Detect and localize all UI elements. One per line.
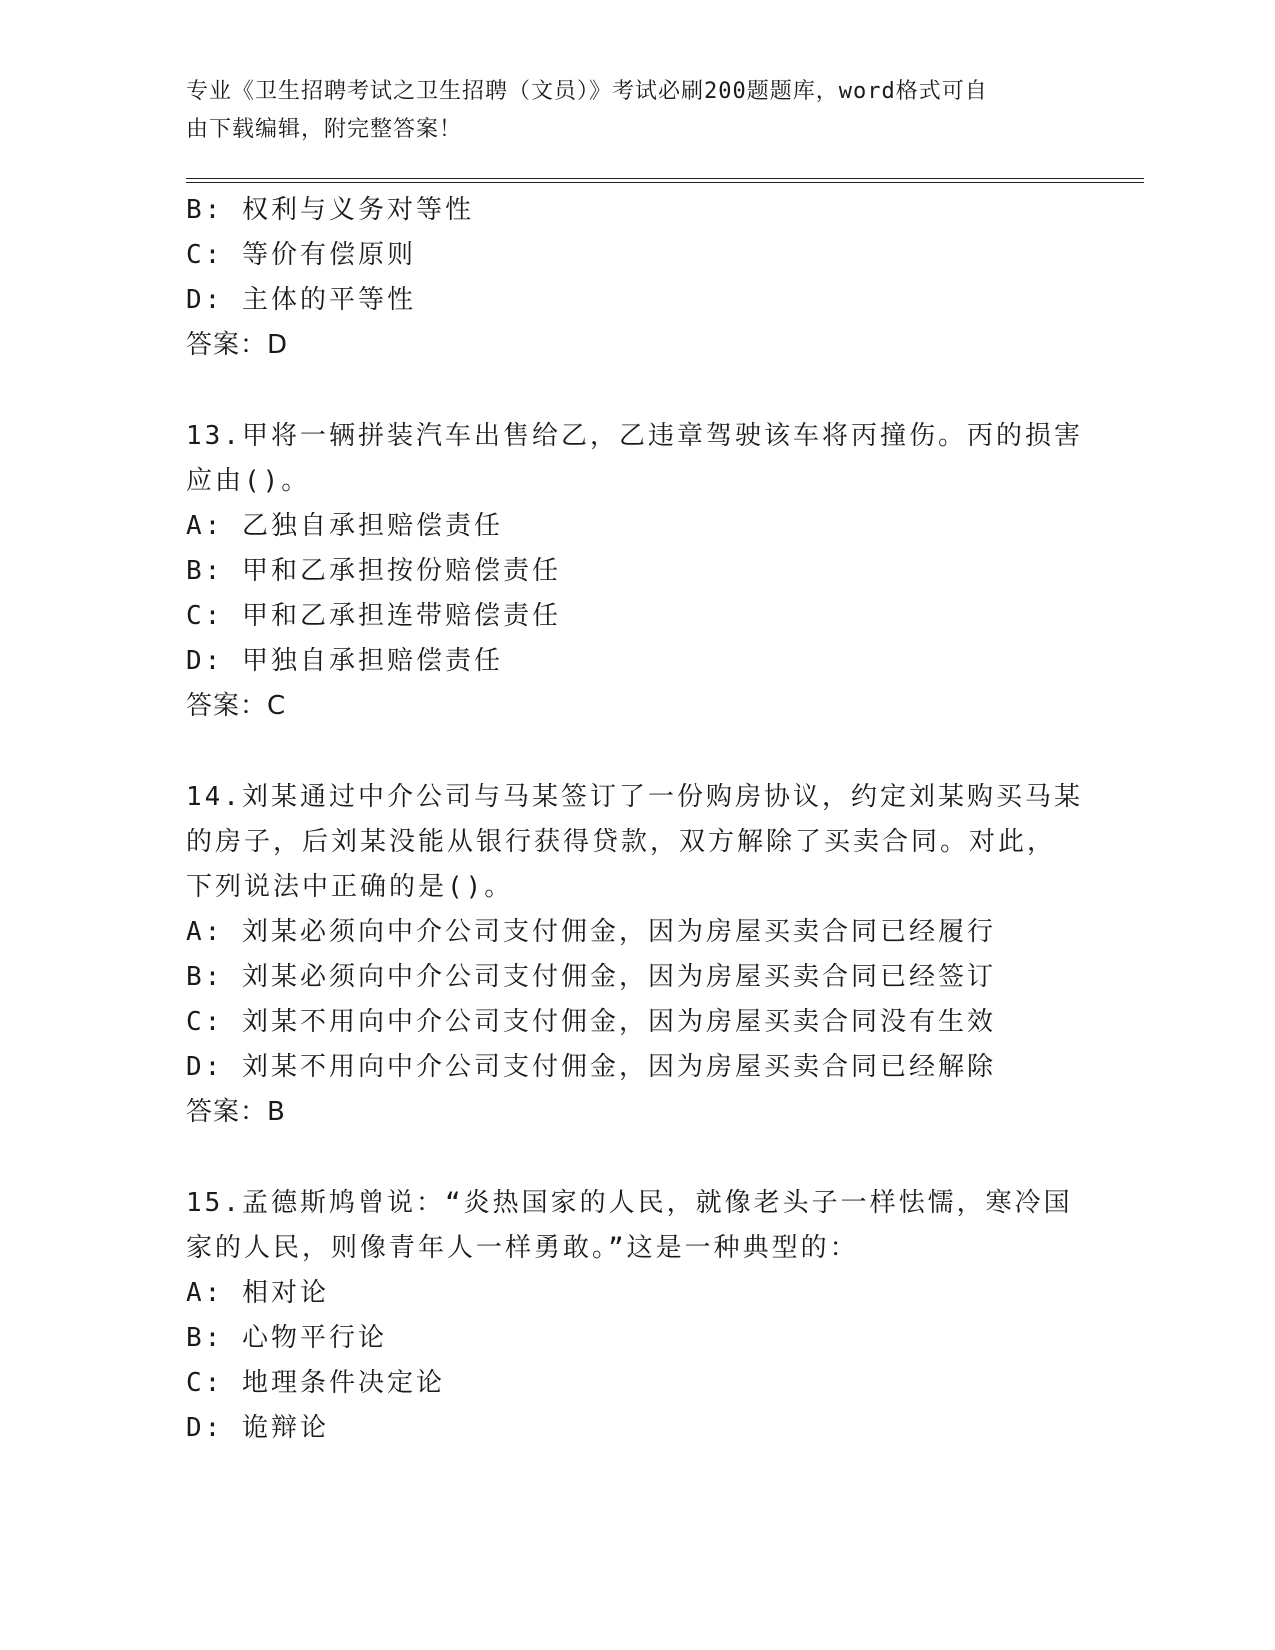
option-d: D: 甲独自承担赔偿责任 — [186, 646, 503, 676]
question-stem-line: 家的人民，则像青年人一样勇敢。”这是一种典型的： — [186, 1233, 859, 1263]
option-a: A: 刘某必须向中介公司支付佣金，因为房屋买卖合同已经履行 — [186, 917, 996, 947]
question-list — [186, 188, 1146, 1451]
question-stem-line: 的房子，后刘某没能从银行获得贷款，双方解除了买卖合同。对此， — [186, 827, 1057, 857]
option-a: A: 乙独自承担赔偿责任 — [186, 511, 503, 541]
spacer — [186, 1135, 1146, 1181]
option-d: D: 诡辩论 — [186, 1413, 329, 1443]
option-b: B: 心物平行论 — [186, 1323, 387, 1353]
question-12-tail — [186, 188, 1146, 368]
question-13 — [186, 414, 1146, 729]
option-d: D: 刘某不用向中介公司支付佣金，因为房屋买卖合同已经解除 — [186, 1052, 996, 1082]
question-15 — [186, 1181, 1146, 1451]
answer-line: 答案：B — [186, 1097, 286, 1127]
option-d: D: 主体的平等性 — [186, 285, 416, 315]
option-a: A: 相对论 — [186, 1278, 329, 1308]
option-c: C: 刘某不用向中介公司支付佣金，因为房屋买卖合同没有生效 — [186, 1007, 996, 1037]
header-divider — [186, 178, 1144, 183]
question-stem-line: 15.孟德斯鸠曾说：“炎热国家的人民，就像老头子一样怯懦，寒冷国 — [186, 1188, 1073, 1218]
question-14 — [186, 775, 1146, 1135]
option-b: B: 甲和乙承担按份赔偿责任 — [186, 556, 561, 586]
spacer — [186, 368, 1146, 414]
option-b: B: 刘某必须向中介公司支付佣金，因为房屋买卖合同已经签订 — [186, 962, 996, 992]
question-stem-line: 下列说法中正确的是()。 — [186, 872, 514, 902]
document-page — [186, 0, 1146, 1650]
answer-line: 答案：D — [186, 330, 289, 360]
question-stem-line: 14.刘某通过中介公司与马某签订了一份购房协议，约定刘某购买马某 — [186, 782, 1083, 812]
header-line-2: 由下载编辑，附完整答案！ — [186, 117, 463, 142]
answer-line: 答案：C — [186, 691, 287, 721]
option-c: C: 甲和乙承担连带赔偿责任 — [186, 601, 561, 631]
option-c: C: 地理条件决定论 — [186, 1368, 445, 1398]
option-c: C: 等价有偿原则 — [186, 240, 416, 270]
option-b: B: 权利与义务对等性 — [186, 195, 474, 225]
question-stem-line: 应由()。 — [186, 466, 311, 496]
document-header — [186, 73, 1066, 149]
spacer — [186, 729, 1146, 775]
header-line-1: 专业《卫生招聘考试之卫生招聘（文员）》考试必刷200题题库，word格式可自 — [186, 79, 988, 104]
question-stem-line: 13.甲将一辆拼装汽车出售给乙，乙违章驾驶该车将丙撞伤。丙的损害 — [186, 421, 1083, 451]
